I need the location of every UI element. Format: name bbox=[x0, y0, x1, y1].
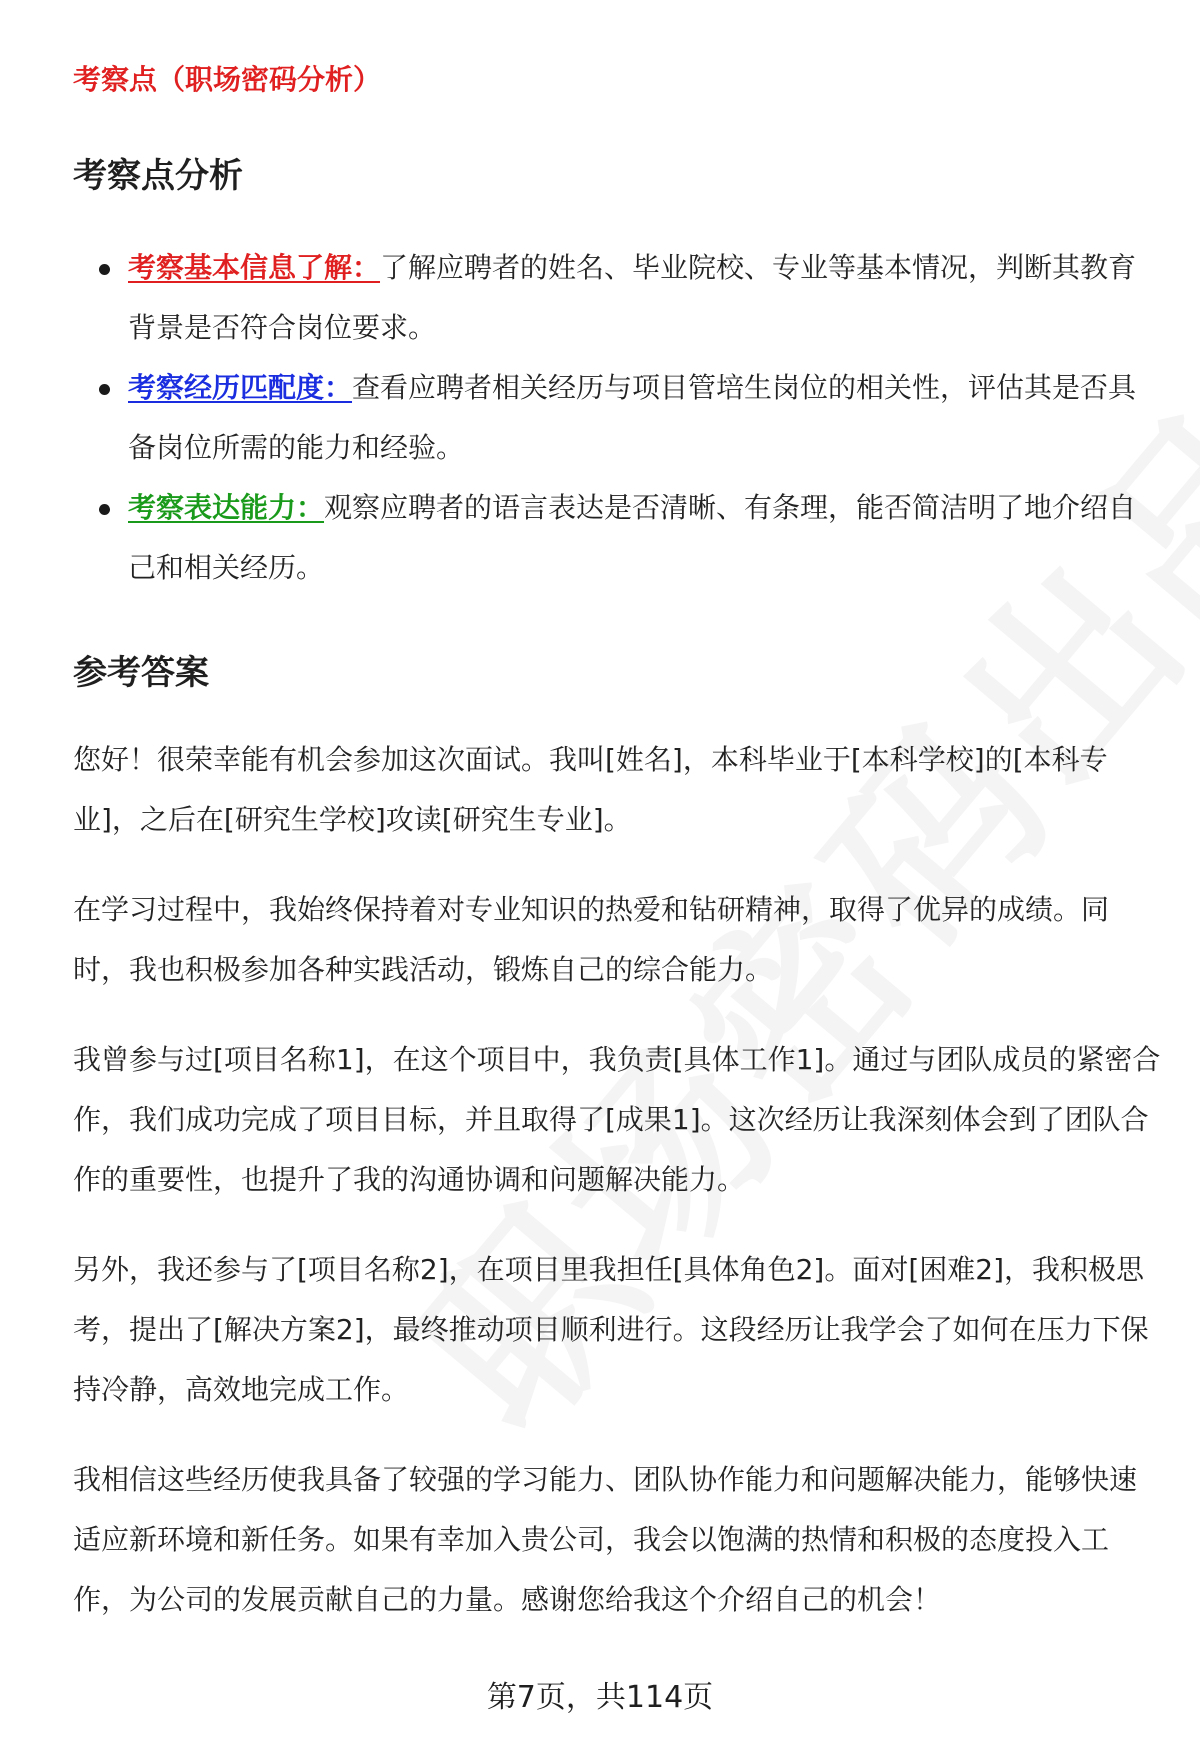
bullet-icon bbox=[99, 264, 110, 275]
answer-paragraph: 我相信这些经历使我具备了较强的学习能力、团队协作能力和问题解决能力，能够快速适应新环境和新任务。如果有幸加入贵公司，我会以饱满的热情和积极的态度投入工作，为公司的发展贡献自己的力量。感谢您给我这个介绍自己的机会！ bbox=[73, 1463, 1138, 1616]
answer-paragraph: 在学习过程中，我始终保持着对专业知识的热爱和钻研精神，取得了优异的成绩。同时，我也积极参加各种实践活动，锻炼自己的综合能力。 bbox=[73, 893, 1110, 986]
bullet-icon bbox=[99, 504, 110, 515]
section-label: 考察点（职场密码分析） bbox=[73, 63, 382, 96]
page-number: 第7页，共114页 bbox=[486, 1680, 714, 1715]
analysis-text: 查看应聘者相关经历与项目管培生岗位的相关性，评估其是否具备岗位所需的能力和经验。 bbox=[128, 371, 1137, 464]
analysis-keyword: 考察经历匹配度： bbox=[128, 371, 353, 404]
analysis-keyword: 考察表达能力： bbox=[128, 491, 325, 524]
analysis-text: 观察应聘者的语言表达是否清晰、有条理，能否简洁明了地介绍自己和相关经历。 bbox=[128, 491, 1137, 584]
analysis-text: 了解应聘者的姓名、毕业院校、专业等基本情况，判断其教育背景是否符合岗位要求。 bbox=[128, 251, 1137, 344]
analysis-keyword: 考察基本信息了解： bbox=[128, 251, 381, 284]
bullet-icon bbox=[99, 384, 110, 395]
analysis-item bbox=[73, 238, 1153, 358]
analysis-item bbox=[73, 478, 1153, 598]
analysis-list bbox=[73, 238, 1153, 598]
analysis-heading: 考察点分析 bbox=[73, 156, 243, 196]
answer-heading: 参考答案 bbox=[73, 653, 209, 693]
analysis-item bbox=[73, 358, 1153, 478]
answer-paragraph: 我曾参与过[项目名称1]，在这个项目中，我负责[具体工作1]。通过与团队成员的紧密合作，我们成功完成了项目目标，并且取得了[成果1]。这次经历让我深刻体会到了团队合作的重要性，也提升了我的沟通协调和问题解决能力。 bbox=[73, 1043, 1161, 1196]
answer-paragraph: 另外，我还参与了[项目名称2]，在项目里我担任[具体角色2]。面对[困难2]，我积极思考，提出了[解决方案2]，最终推动项目顺利进行。这段经历让我学会了如何在压力下保持冷静，高效地完成工作。 bbox=[73, 1253, 1149, 1406]
answer-body bbox=[73, 730, 1163, 1660]
answer-paragraph: 您好！很荣幸能有机会参加这次面试。我叫[姓名]，本科毕业于[本科学校]的[本科专业]，之后在[研究生学校]攻读[研究生专业]。 bbox=[73, 743, 1108, 836]
